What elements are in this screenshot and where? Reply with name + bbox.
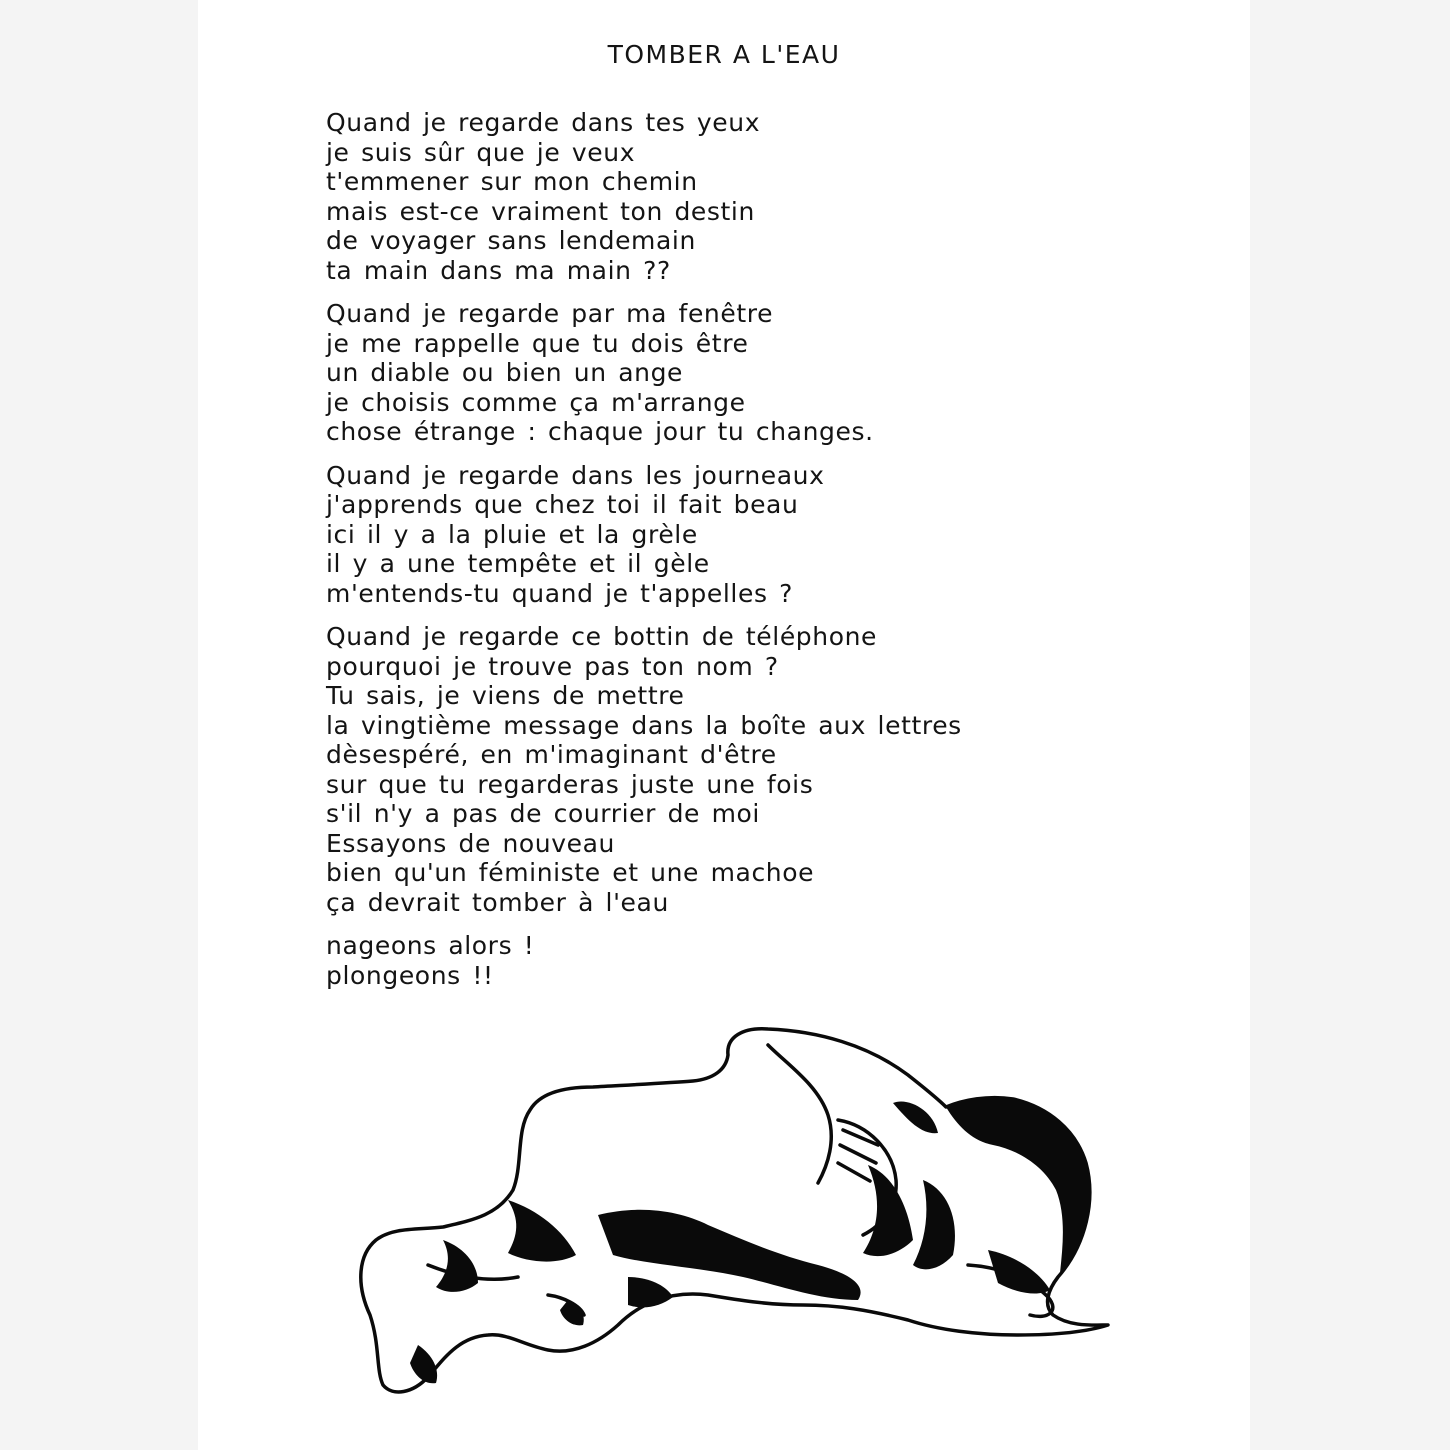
poem-line: je me rappelle que tu dois être (326, 328, 749, 358)
poem-line: Quand je regarde par ma fenêtre (326, 299, 774, 328)
poem-line: ta main dans ma main ?? (326, 255, 671, 285)
poem-line: ça devrait tomber à l'eau (326, 887, 669, 917)
shadow-face (913, 1180, 955, 1269)
poem-line: sur que tu regarderas juste une fois (326, 769, 814, 799)
poem-line: m'entends-tu quand je t'appelles ? (326, 578, 793, 608)
stanza-2 (326, 299, 1226, 447)
poem-body (326, 108, 1226, 1004)
poem-line: mais est-ce vraiment ton destin (326, 196, 755, 226)
poem-line: pourquoi je trouve pas ton nom ? (326, 651, 779, 681)
stanza-4 (326, 622, 1226, 917)
poem-line: plongeons !! (326, 960, 494, 990)
poem-line: de voyager sans lendemain (326, 226, 696, 255)
poem-line: la vingtième message dans la boîte aux lettres (326, 710, 962, 740)
shadow-hand (863, 1165, 913, 1256)
poem-line: s'il n'y a pas de courrier de moi (326, 799, 760, 828)
shadow-thigh (628, 1277, 673, 1307)
poem-line: un diable ou bien un ange (326, 358, 684, 387)
stanza-5 (326, 931, 1226, 990)
stanza-3 (326, 461, 1226, 609)
poem-line: dèsespéré, en m'imaginant d'être (326, 740, 777, 769)
stanza-1 (326, 108, 1226, 285)
poem-line: je choisis comme ça m'arrange (326, 387, 746, 417)
shadow-lower-arm (988, 1250, 1050, 1294)
document-page (198, 0, 1250, 1450)
poem-line: j'apprends que chez toi il fait beau (326, 490, 799, 519)
shadow-toes (560, 1300, 584, 1325)
body-outline (361, 1029, 1108, 1392)
poem-line: chose étrange : chaque jour tu changes. (326, 417, 874, 446)
poem-line: je suis sûr que je veux (326, 137, 636, 167)
shadow-foot (410, 1345, 437, 1383)
poem-line: t'emmener sur mon chemin (326, 167, 698, 196)
poem-line: Quand je regarde ce bottin de téléphone (326, 622, 878, 651)
poem-line: Essayons de nouveau (326, 828, 615, 858)
poem-line: bien qu'un féministe et une machoe (326, 858, 815, 887)
hair-shape (946, 1098, 1090, 1273)
sleeping-baby-drawing-icon (348, 1015, 1148, 1415)
shadow-leg (436, 1240, 478, 1292)
shadow-belly (508, 1200, 576, 1262)
poem-line: Quand je regarde dans tes yeux (326, 108, 761, 137)
poem-line: il y a une tempête et il gèle (326, 549, 710, 578)
poem-line: Quand je regarde dans les journeaux (326, 460, 825, 490)
shadow-head (893, 1102, 938, 1134)
poem-line: ici il y a la pluie et la grèle (326, 519, 698, 549)
poem-title: TOMBER A L'EAU (607, 40, 841, 69)
poem-line: nageons alors ! (326, 931, 535, 960)
poem-line: Tu sais, je viens de mettre (326, 681, 685, 710)
arm-contour (768, 1045, 831, 1183)
